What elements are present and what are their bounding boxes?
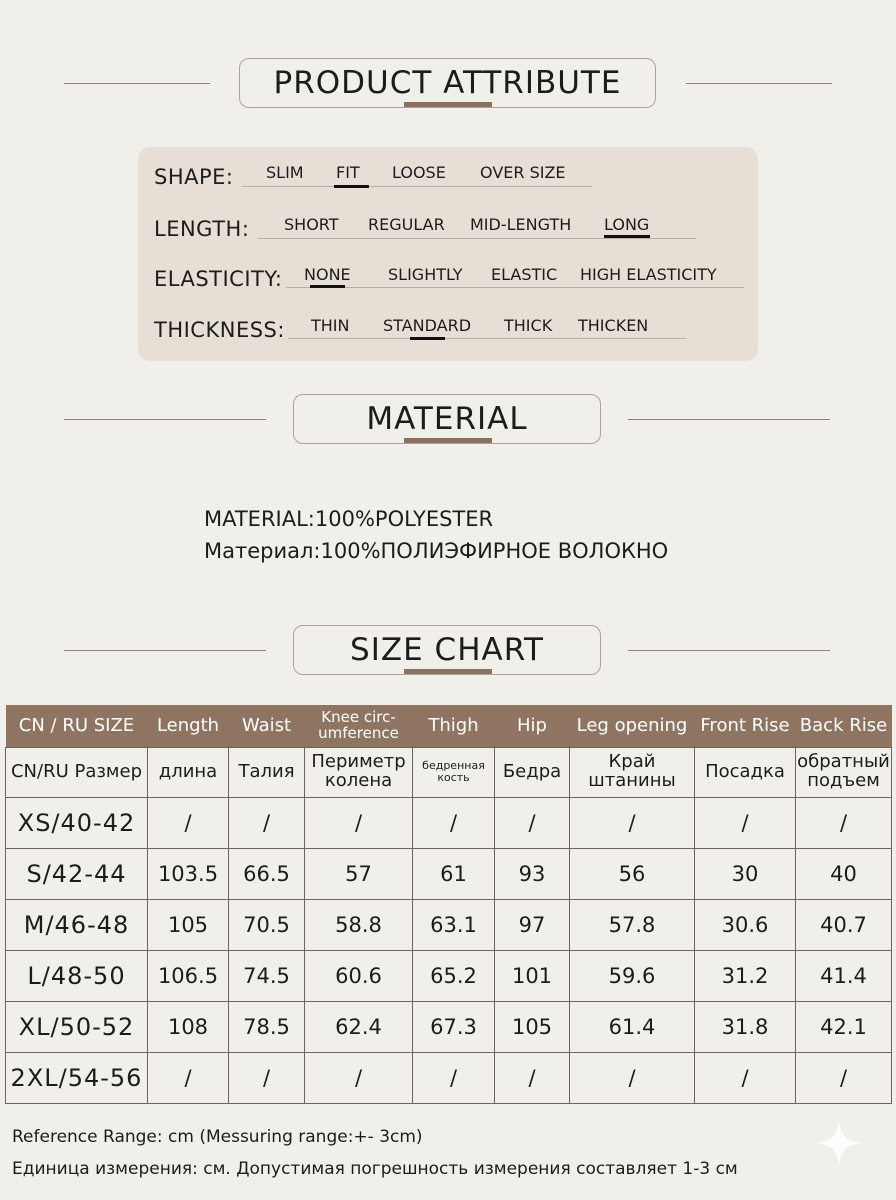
attr-row-elasticity: [138, 257, 758, 297]
column-header-ru: Посадка: [695, 747, 796, 797]
value-cell: /: [495, 1052, 570, 1103]
attr-option: THICK: [504, 316, 553, 335]
value-cell: 30: [695, 848, 796, 899]
value-cell: /: [796, 797, 892, 848]
section-title: SIZE CHART: [350, 632, 544, 668]
value-cell: 57.8: [570, 899, 695, 950]
value-cell: 65.2: [413, 950, 495, 1001]
table-header-ru: [6, 747, 892, 797]
title-underline: [404, 438, 492, 443]
column-header: Front Rise: [695, 705, 796, 747]
table-row: [6, 899, 892, 950]
column-header: Leg opening: [570, 705, 695, 747]
column-header-ru: CN/RU Размер: [6, 747, 148, 797]
section-title-pill: [293, 394, 601, 444]
value-cell: /: [570, 797, 695, 848]
size-cell: L/48-50: [6, 950, 148, 1001]
footer-note-ru: Единица измерения: см. Допустимая погрешность измерения составляет 1-3 см: [12, 1159, 738, 1179]
column-header: Knee circ-umference: [305, 705, 413, 747]
section-title-pill: [239, 58, 656, 108]
selected-mark: [410, 337, 445, 340]
attr-rule: [286, 287, 744, 288]
column-header: CN / RU SIZE: [6, 705, 148, 747]
attr-label: SHAPE:: [154, 165, 234, 189]
attr-row-shape: [138, 155, 758, 195]
attr-row-thickness: [138, 308, 758, 348]
value-cell: 41.4: [796, 950, 892, 1001]
table-row: [6, 1052, 892, 1103]
value-cell: /: [695, 797, 796, 848]
value-cell: 108: [148, 1001, 229, 1052]
attr-option: THICKEN: [578, 316, 649, 335]
value-cell: 57: [305, 848, 413, 899]
value-cell: 62.4: [305, 1001, 413, 1052]
value-cell: 106.5: [148, 950, 229, 1001]
attr-rule: [242, 186, 592, 187]
table-row: [6, 950, 892, 1001]
attr-label: LENGTH:: [154, 217, 250, 241]
value-cell: /: [305, 1052, 413, 1103]
attr-label: ELASTICITY:: [154, 267, 283, 291]
value-cell: 60.6: [305, 950, 413, 1001]
value-cell: /: [413, 1052, 495, 1103]
column-header-ru: Край штанины: [570, 747, 695, 797]
value-cell: 105: [495, 1001, 570, 1052]
value-cell: 31.8: [695, 1001, 796, 1052]
column-header-ru: обратный подъем: [796, 747, 892, 797]
column-header-ru: Бедра: [495, 747, 570, 797]
divider-left: [64, 83, 210, 84]
attr-option: THIN: [311, 316, 350, 335]
divider-right: [628, 650, 830, 651]
size-cell: 2XL/54-56: [6, 1052, 148, 1103]
section-title: PRODUCT ATTRIBUTE: [273, 65, 622, 101]
value-cell: /: [570, 1052, 695, 1103]
value-cell: /: [229, 1052, 305, 1103]
value-cell: 61: [413, 848, 495, 899]
material-line-en: MATERIAL:100%POLYESTER: [204, 507, 494, 531]
value-cell: /: [229, 797, 305, 848]
title-underline: [404, 669, 492, 674]
value-cell: 40: [796, 848, 892, 899]
value-cell: 97: [495, 899, 570, 950]
column-header-ru: Талия: [229, 747, 305, 797]
attr-option-selected: LONG: [604, 215, 650, 234]
value-cell: /: [148, 797, 229, 848]
value-cell: 78.5: [229, 1001, 305, 1052]
size-cell: S/42-44: [6, 848, 148, 899]
attr-option: OVER SIZE: [480, 163, 566, 182]
table-row: [6, 797, 892, 848]
column-header: Waist: [229, 705, 305, 747]
column-header-ru: Периметр колена: [305, 747, 413, 797]
divider-right: [628, 419, 830, 420]
material-line-ru: Материал:100%ПОЛИЭФИРНОЕ ВОЛОКНО: [204, 539, 669, 563]
divider-left: [64, 419, 266, 420]
value-cell: 61.4: [570, 1001, 695, 1052]
attr-option: SLIGHTLY: [388, 265, 463, 284]
size-cell: XS/40-42: [6, 797, 148, 848]
value-cell: 74.5: [229, 950, 305, 1001]
attribute-box: [138, 147, 758, 361]
value-cell: /: [148, 1052, 229, 1103]
value-cell: 56: [570, 848, 695, 899]
value-cell: 66.5: [229, 848, 305, 899]
value-cell: 40.7: [796, 899, 892, 950]
size-chart-header: [0, 625, 896, 677]
selected-mark: [334, 185, 369, 188]
column-header: Length: [148, 705, 229, 747]
divider-left: [64, 650, 266, 651]
value-cell: 70.5: [229, 899, 305, 950]
value-cell: /: [495, 797, 570, 848]
divider-right: [686, 83, 832, 84]
value-cell: 42.1: [796, 1001, 892, 1052]
attr-option: SLIM: [266, 163, 304, 182]
title-underline: [404, 102, 492, 107]
footer-note-en: Reference Range: cm (Messuring range:+- 3cm): [12, 1127, 423, 1147]
attr-option: LOOSE: [392, 163, 446, 182]
attr-option: ELASTIC: [491, 265, 558, 284]
column-header-ru: длина: [148, 747, 229, 797]
size-cell: XL/50-52: [6, 1001, 148, 1052]
value-cell: 93: [495, 848, 570, 899]
column-header: Thigh: [413, 705, 495, 747]
attr-option-selected: STANDARD: [383, 316, 472, 335]
selected-mark: [604, 235, 650, 238]
column-header-ru: бедренная кость: [413, 747, 495, 797]
attr-option: HIGH ELASTICITY: [580, 265, 717, 284]
table-header-en: [6, 705, 892, 747]
attr-rule: [288, 338, 686, 339]
attr-option-selected: NONE: [304, 265, 351, 284]
column-header: Hip: [495, 705, 570, 747]
material-header: [0, 394, 896, 446]
table-row: [6, 1001, 892, 1052]
attr-option: SHORT: [284, 215, 339, 234]
attr-rule: [258, 238, 696, 239]
attr-label: THICKNESS:: [154, 318, 285, 342]
value-cell: 59.6: [570, 950, 695, 1001]
section-title-pill: [293, 625, 601, 675]
sparkle-icon: [814, 1118, 864, 1168]
product-attribute-header: [0, 58, 896, 110]
value-cell: /: [305, 797, 413, 848]
value-cell: 103.5: [148, 848, 229, 899]
value-cell: 63.1: [413, 899, 495, 950]
value-cell: /: [413, 797, 495, 848]
attr-row-length: [138, 207, 758, 247]
value-cell: /: [695, 1052, 796, 1103]
value-cell: 67.3: [413, 1001, 495, 1052]
size-table: [5, 705, 892, 1104]
column-header: Back Rise: [796, 705, 892, 747]
selected-mark: [310, 285, 345, 288]
attr-option-selected: FIT: [336, 163, 360, 182]
attr-option: REGULAR: [368, 215, 445, 234]
attr-option: MID-LENGTH: [470, 215, 572, 234]
value-cell: 30.6: [695, 899, 796, 950]
value-cell: 58.8: [305, 899, 413, 950]
value-cell: /: [796, 1052, 892, 1103]
section-title: MATERIAL: [366, 401, 528, 437]
value-cell: 101: [495, 950, 570, 1001]
value-cell: 105: [148, 899, 229, 950]
value-cell: 31.2: [695, 950, 796, 1001]
size-cell: M/46-48: [6, 899, 148, 950]
table-row: [6, 848, 892, 899]
